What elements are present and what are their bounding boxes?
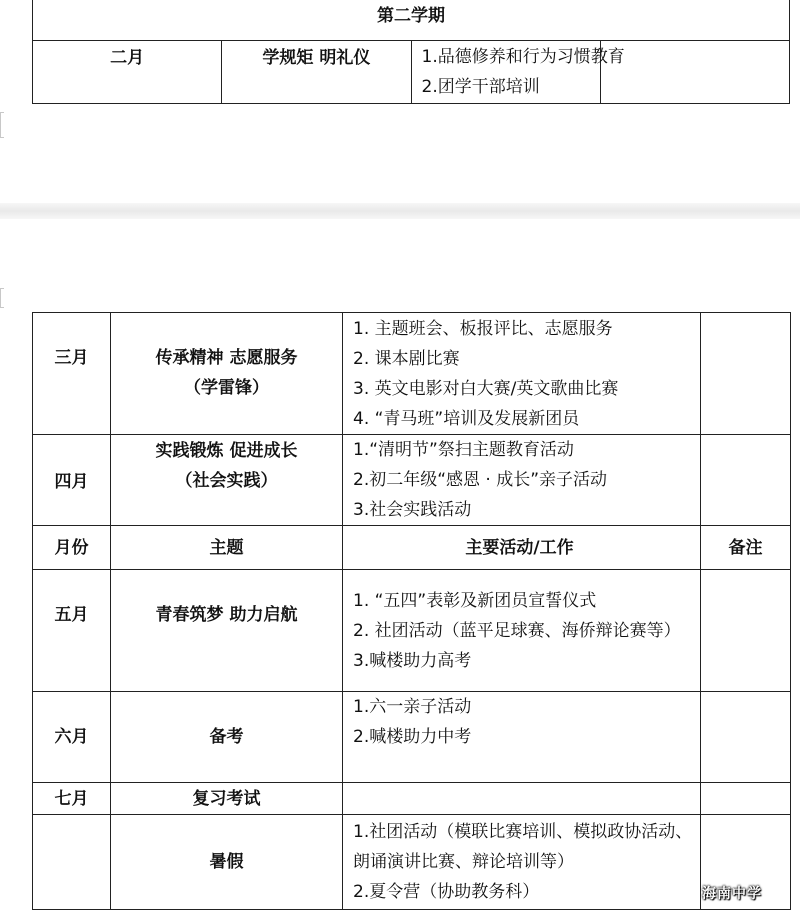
schedule-table-top: [32, 0, 790, 104]
activity-item: 2. 课本剧比赛: [353, 348, 460, 369]
activities-cell: [343, 570, 701, 692]
activity-item: 1. 主题班会、板报评比、志愿服务: [353, 318, 613, 339]
activities-cell: [343, 692, 701, 783]
month-cell: 二月: [33, 41, 222, 104]
note-cell: [701, 692, 791, 783]
table-row-summer: [33, 815, 791, 910]
activities-cell: [343, 783, 701, 815]
table-row-march: [33, 313, 791, 435]
activity-item: 2.初二年级“感恩 · 成长”亲子活动: [353, 470, 608, 490]
month-cell: 六月: [33, 692, 111, 783]
activity-item: 3.喊楼助力高考: [353, 650, 472, 671]
page-edge-mark: [0, 112, 4, 138]
activity-item: 3. 英文电影对白大赛/英文歌曲比赛: [353, 378, 619, 399]
theme-cell: 复习考试: [111, 783, 343, 815]
activities-cell: [411, 41, 625, 104]
activity-item: 2.团学干部培训: [421, 77, 540, 97]
month-cell: 七月: [33, 783, 111, 815]
watermark-logo: 海南中学: [702, 886, 762, 902]
theme-cell: 备考: [111, 692, 343, 783]
column-header-theme: 主题: [111, 526, 343, 570]
theme-cell: 学规矩 明礼仪: [222, 41, 411, 104]
table-header-row: [33, 526, 791, 570]
page-edge-mark: [0, 288, 4, 308]
schedule-table-bottom: [32, 312, 791, 910]
column-header-activities: 主要活动/工作: [343, 526, 701, 570]
theme-cell: 青春筑梦 助力启航: [111, 570, 343, 692]
theme-line: 实践锻炼 促进成长: [155, 441, 298, 461]
activity-item: 1.“清明节”祭扫主题教育活动: [353, 440, 574, 460]
activity-item: 4. “青马班”培训及发展新团员: [353, 408, 580, 429]
table-row-june: [33, 692, 791, 783]
month-cell: 五月: [33, 570, 111, 692]
activities-cell: [343, 435, 701, 526]
month-cell: 四月: [33, 435, 111, 526]
note-cell: [600, 41, 789, 104]
theme-line: 传承精神 志愿服务: [155, 348, 298, 368]
theme-cell: [111, 313, 343, 435]
theme-cell: 暑假: [111, 815, 343, 910]
note-cell: [701, 783, 791, 815]
activities-cell: [343, 815, 701, 910]
activities-cell: [343, 313, 701, 435]
theme-line: （学雷锋）: [184, 378, 269, 398]
note-cell: [701, 313, 791, 435]
activity-item: 2.夏令营（协助教务科）: [353, 882, 540, 902]
page-break-divider: [0, 203, 800, 219]
activity-item: 1. “五四”表彰及新团员宣誓仪式: [353, 590, 597, 611]
note-cell: [701, 435, 791, 526]
column-header-note: 备注: [701, 526, 791, 570]
month-cell: 三月: [33, 313, 111, 435]
activity-item: 2. 社团活动（蓝平足球赛、海侨辩论赛等）: [353, 620, 681, 641]
activity-item: 1.品德修养和行为习惯教育: [421, 47, 625, 67]
activity-item: 1.社团活动（模联比赛培训、模拟政协活动、朗诵演讲比赛、辩论培训等）: [353, 822, 693, 872]
table-row-april: [33, 435, 791, 526]
theme-line: （社会实践）: [175, 471, 278, 491]
table-row-february: [33, 41, 790, 104]
activity-item: 2.喊楼助力中考: [353, 727, 472, 747]
note-cell: [701, 570, 791, 692]
table-row-july: [33, 783, 791, 815]
semester-header-cell: 第二学期: [33, 0, 790, 41]
theme-cell: [111, 435, 343, 526]
month-cell: [33, 815, 111, 910]
table-row-may: [33, 570, 791, 692]
activity-item: 1.六一亲子活动: [353, 697, 472, 717]
activity-item: 3.社会实践活动: [353, 500, 472, 520]
semester-header-row: [33, 0, 790, 41]
column-header-month: 月份: [33, 526, 111, 570]
